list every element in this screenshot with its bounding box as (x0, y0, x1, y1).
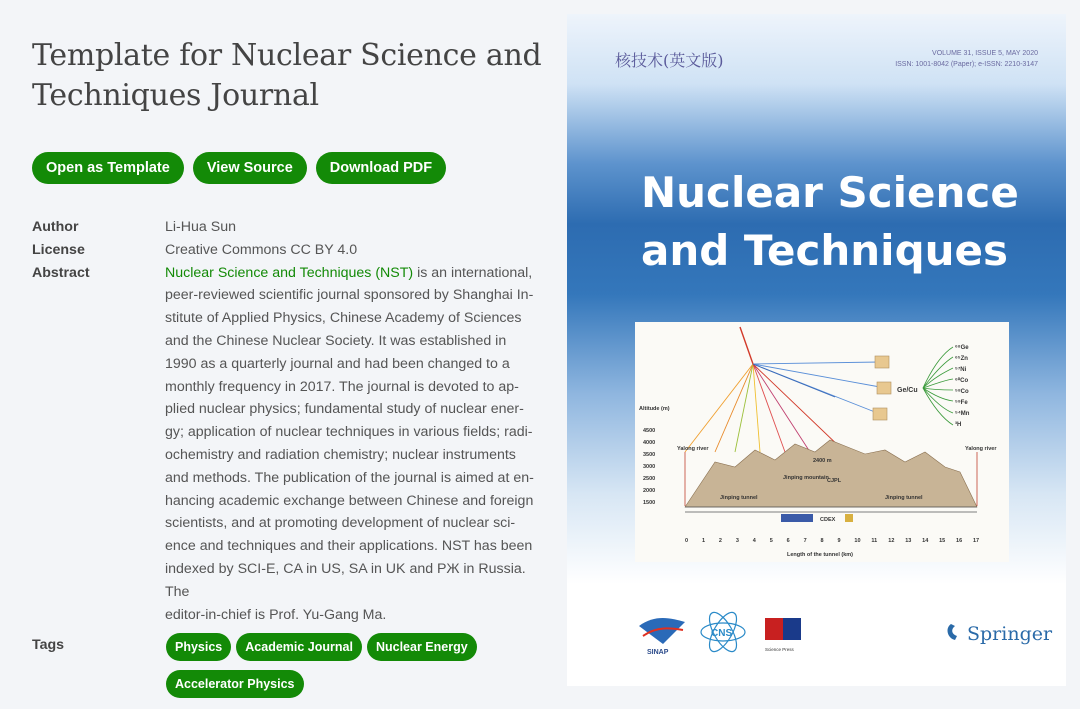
journal-link[interactable]: Nuclear Science and Techniques (NST) (165, 264, 414, 281)
abstract-line: ochemistry and radiation chemistry; nuclear instruments (165, 446, 516, 463)
x-tick: 2 (718, 538, 722, 544)
metadata-table (32, 216, 552, 626)
abstract-line: 1990 as a quarterly journal and had been changed to a (165, 355, 510, 372)
isotope-label: ³H (955, 422, 962, 428)
abstract-line: indexed by SCI-E, CA in US, SA in UK and РЖ in Russia. The (165, 560, 526, 600)
open-as-template-button[interactable]: Open as Template (32, 152, 184, 184)
abstract-line: Nuclear Science and Techniques (NST) is an international, (165, 264, 533, 281)
left-river-label: Yalong river (677, 446, 709, 452)
abstract-line: and the Chinese Nuclear Society. It was established in (165, 332, 507, 349)
x-tick: 6 (786, 538, 790, 544)
mountain-label: Jinping mountain (783, 475, 829, 481)
abstract-line: ence and techniques and their applications. NST has been (165, 538, 533, 555)
isotope-label: ⁶⁸Ge (955, 345, 969, 351)
abstract-line: hancing academic exchange between Chinese and foreign (165, 492, 534, 509)
cover-issn: ISSN: 1001-8042 (Paper); e-ISSN: 2210-3147 (895, 61, 1038, 68)
right-river-label: Yalong river (965, 446, 997, 452)
abstract-line: peer-reviewed scientific journal sponsored by Shanghai In- (165, 287, 534, 304)
y-tick: 1500 (643, 500, 656, 506)
tag-physics[interactable]: Physics (166, 633, 231, 661)
sinap-logo (639, 618, 685, 656)
abstract-line: and methods. The publication of the journal is aimed at en- (165, 469, 534, 486)
x-axis-label: Length of the tunnel (km) (787, 552, 853, 558)
y-tick: 3000 (643, 464, 656, 470)
download-pdf-button[interactable]: Download PDF (316, 152, 446, 184)
x-tick: 8 (820, 538, 824, 544)
x-tick: 12 (888, 538, 895, 544)
x-tick: 1 (701, 538, 706, 544)
x-tick: 5 (769, 538, 773, 544)
isotope-label: ⁶⁰Co (955, 378, 969, 384)
abstract-line: scientists, and at promoting development of nuclear sci- (165, 515, 516, 532)
x-tick: 7 (803, 538, 807, 544)
isotope-label: ⁵⁹Fe (955, 400, 968, 406)
science-press-logo (765, 618, 801, 652)
x-tick: 9 (837, 538, 841, 544)
cover-logos (567, 606, 1066, 666)
x-tick: 15 (939, 538, 946, 544)
cover-volume: VOLUME 31, ISSUE 5, MAY 2020 (932, 50, 1038, 57)
springer-text: Springer (967, 623, 1053, 645)
y-tick: 4000 (643, 440, 656, 446)
page-title: Template for Nuclear Science and Techniques Journal (32, 38, 542, 113)
author-label: Author (32, 219, 79, 235)
y-tick: 4500 (643, 428, 656, 434)
header-section (32, 36, 552, 184)
cns-text: CNS (711, 628, 733, 639)
isotope-label: ⁵⁸Co (955, 389, 969, 395)
x-tick: 4 (752, 538, 756, 544)
x-tick: 17 (973, 538, 980, 544)
tunnel-right-label: Jinping tunnel (885, 495, 923, 501)
tag-nuclear-energy[interactable]: Nuclear Energy (367, 633, 477, 661)
tags-row (32, 633, 486, 702)
tag-academic-journal[interactable]: Academic Journal (236, 633, 362, 661)
license-label: License (32, 241, 85, 258)
x-tick: 11 (871, 538, 878, 544)
license-value: Creative Commons CC BY 4.0 (165, 241, 358, 258)
tag-list (166, 633, 486, 702)
isotope-label: ⁵⁴Mn (955, 411, 970, 417)
x-tick: 10 (854, 538, 861, 544)
x-tick: 13 (905, 538, 912, 544)
author-row (32, 216, 552, 239)
x-tick: 3 (735, 538, 739, 544)
tags-label: Tags (32, 637, 65, 653)
view-source-button[interactable]: View Source (193, 152, 307, 184)
abstract-label: Abstract (32, 264, 90, 281)
sinap-text: SINAP (647, 649, 669, 656)
springer-logo (948, 623, 1053, 645)
tunnel-left-label: Jinping tunnel (720, 495, 758, 501)
abstract-row (32, 262, 552, 627)
abstract-text (165, 262, 540, 627)
lab-label: CJPL (827, 478, 842, 484)
action-buttons (32, 152, 552, 184)
detector-label: CDEX (820, 517, 836, 523)
cover-title-line: Nuclear Science (641, 168, 1019, 217)
abstract-line: stitute of Applied Physics, Chinese Academy of Sciences (165, 310, 522, 327)
x-tick: 0 (685, 538, 689, 544)
abstract-line: editor-in-chief is Prof. Yu-Gang Ma. (165, 606, 387, 623)
isotope-label: ⁵⁷Ni (955, 367, 967, 373)
cover-volume-info (895, 48, 1038, 70)
author-value: Li-Hua Sun (165, 219, 236, 235)
cover-chinese-title: 核技术(英文版) (615, 51, 724, 70)
science-press-text: Science Press (765, 647, 794, 652)
y-axis-label: Altitude (m) (639, 406, 670, 412)
y-tick: 3500 (643, 452, 656, 458)
x-tick: 14 (922, 538, 929, 544)
peak-label: 2400 m (813, 458, 832, 464)
cns-logo (701, 608, 745, 655)
license-row (32, 239, 552, 262)
cover-title-line: and Techniques (641, 226, 1009, 275)
abstract-line: plied nuclear physics; fundamental study of nuclear ener- (165, 401, 524, 418)
abstract-line: gy; application of nuclear techniques in various fields; radi- (165, 424, 533, 441)
tag-accelerator-physics[interactable]: Accelerator Physics (166, 670, 304, 698)
y-tick: 2500 (643, 476, 656, 482)
cover-figure (635, 322, 1009, 562)
abstract-line: monthly frequency in 2017. The journal is devoted to ap- (165, 378, 519, 395)
cover-title (641, 164, 1019, 280)
target-label: Ge/Cu (897, 387, 918, 394)
journal-cover-image (567, 14, 1066, 686)
y-tick: 2000 (643, 488, 656, 494)
isotope-label: ⁶⁵Zn (955, 356, 968, 362)
x-tick: 16 (956, 538, 963, 544)
